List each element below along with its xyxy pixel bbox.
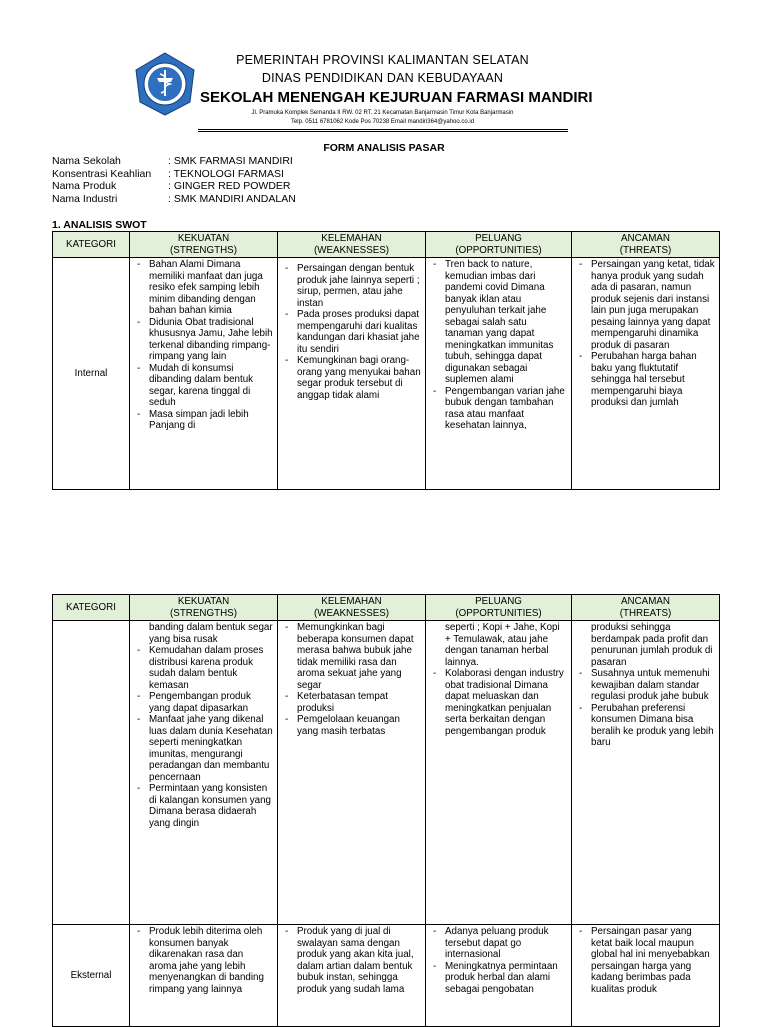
letterhead-department: DINAS PENDIDIKAN DAN KEBUDAYAAN — [261, 71, 504, 85]
list-item — [278, 926, 421, 995]
bullet-dash: - — [137, 691, 141, 702]
list-item-text: Keterbatasan tempat produksi — [297, 691, 388, 714]
list-item-text: Mudah di konsumsi dibanding dalam bentuk segar, karena tinggal di seduh — [149, 362, 254, 408]
list-item-text: Perubahan harga bahan baku yang fluktutatif sehingga hal tersebut mempengaruhi biaya produksi dan jumlah — [591, 351, 697, 408]
bullet-dash: - — [137, 783, 141, 794]
list-item-text: Permintaan yang konsisten di kalangan konsumen yang Dimana berasa didaerah yang dingin — [149, 783, 272, 829]
cell-strengths — [130, 258, 278, 490]
list-item — [426, 961, 567, 996]
swot-table-2 — [52, 594, 720, 1027]
list-item — [572, 703, 715, 749]
continued-text: produksi sehingga berdampak pada profit dan penurunan jumlah produk di pasaran — [591, 622, 713, 668]
list-item-text: Persaingan yang ketat, tidak hanya produk yang sudah ada di pasaran, namun produk sejenis dari instansi lain pun juga merupakan pesaing lainnya yang dapat mempengaruhi dinamika produk di pasaran — [591, 259, 715, 351]
bullet-dash: - — [137, 926, 141, 937]
list-item — [278, 355, 421, 401]
cell-threats — [572, 925, 720, 1027]
header-strengths: KEKUATAN (STRENGTHS) — [130, 595, 278, 621]
list-item-text: Pengembangan produk yang dapat dipasarkan — [149, 691, 251, 714]
list-item-text: Produk lebih diterima oleh konsumen banyak dikarenakan rasa dan aroma jahe yang lebih menyenangkan di banding rimpang yang lainnya — [149, 926, 264, 995]
bullet-dash: - — [285, 309, 289, 320]
bullet-list — [572, 259, 715, 409]
bullet-dash: - — [137, 259, 141, 270]
identity-value: : TEKNOLOGI FARMASI — [168, 167, 284, 180]
cell-threats — [572, 258, 720, 490]
bullet-dash: - — [433, 960, 437, 972]
swot-table-1 — [52, 231, 720, 490]
identity-label: Konsentrasi Keahlian — [52, 167, 152, 180]
identity-value: : GINGER RED POWDER — [168, 180, 291, 193]
category-eksternal: Eksternal — [53, 925, 130, 1027]
bullet-list — [426, 259, 567, 432]
list-item — [426, 259, 567, 386]
cell-opportunities — [426, 621, 572, 925]
list-item-text: Memungkinkan bagi beberapa konsumen dapat merasa bahwa bubuk jahe tidak memiliki rasa dan aroma sekuat jahe yang segar — [297, 622, 414, 691]
list-item-text: Didunia Obat tradisional khususnya Jamu, Jahe lebih terkenal dibanding rimpang-rimpang yang lain — [149, 316, 273, 362]
list-item — [130, 645, 273, 691]
identity-row — [52, 155, 296, 168]
list-item — [130, 926, 273, 995]
list-item-text: Persaingan dengan bentuk produk jahe lainnya seperti ; sirup, permen, atau jahe instan — [297, 263, 420, 309]
bullet-dash: - — [285, 926, 289, 937]
list-item-text: Kemudahan dalam proses distribusi karena produk sudah dalam bentuk kemasan — [149, 645, 264, 691]
header-threats: ANCAMAN (THREATS) — [572, 595, 720, 621]
list-item — [130, 363, 273, 409]
letterhead-contact: Telp. 0511 6781062 Kode Pos 70238 Email mandiri364@yahoo.co.id — [290, 119, 475, 125]
bullet-list — [278, 622, 421, 737]
list-item-text: Manfaat jahe yang dikenal luas dalam dunia Kesehatan seperti meningkatkan imunitas, mengurangi peradangan dan membantu pencernaan — [149, 714, 273, 783]
identity-row — [52, 168, 296, 181]
category-internal: Internal — [53, 258, 130, 490]
bullet-dash: - — [433, 668, 437, 679]
list-item — [572, 926, 715, 995]
bullet-dash: - — [579, 259, 583, 270]
bullet-dash: - — [285, 714, 289, 725]
list-item — [130, 714, 273, 783]
list-item-text: Tren back to nature, kemudian imbas dari pandemi covid Dimana banyak iklan atau penyuluhan terkait jahe sebagai salah satu tanaman yang dapat meningkatkan immunitas tubuh, sehingga dapat digunakan sebagai suplemen alami — [445, 259, 554, 385]
bullet-list — [130, 645, 273, 829]
identity-value: : SMK FARMASI MANDIRI — [168, 155, 293, 167]
identity-label: Nama Produk — [52, 180, 117, 193]
header-weaknesses: KELEMAHAN (WEAKNESSES) — [278, 232, 426, 258]
bullet-dash: - — [285, 691, 289, 702]
list-item — [278, 263, 421, 309]
list-item-text: Meningkatnya permintaan produk herbal dan alami sebagai pengobatan — [445, 960, 558, 995]
cell-strengths — [130, 621, 278, 925]
list-item-text: Masa simpan jadi lebih Panjang di — [149, 408, 249, 431]
list-item — [426, 668, 567, 737]
bullet-dash: - — [579, 926, 583, 937]
bullet-dash: - — [137, 714, 141, 725]
bullet-dash: - — [285, 263, 289, 274]
cell-opportunities — [426, 258, 572, 490]
list-item-text: Kemungkinan bagi orang-orang yang menyukai bahan segar produk tersebut di anggap tidak alami — [297, 355, 421, 401]
cell-weaknesses — [278, 258, 426, 490]
list-item — [278, 622, 421, 691]
list-item — [572, 668, 715, 703]
bullet-list — [572, 926, 715, 995]
header-weaknesses: KELEMAHAN (WEAKNESSES) — [278, 595, 426, 621]
list-item-text: Bahan Alami Dimana memiliki manfaat dan juga resiko efek samping lebih minim dibanding dengan bahan bahan kimia — [149, 259, 263, 316]
bullet-list — [278, 926, 421, 995]
letterhead-school-name: SEKOLAH MENENGAH KEJURUAN FARMASI MANDIRI — [200, 89, 593, 106]
bullet-list — [572, 668, 715, 749]
list-item — [130, 691, 273, 714]
bullet-dash: - — [433, 385, 437, 397]
category-internal-continued — [53, 621, 130, 925]
list-item-text: Pemgelolaan keuangan yang masih terbatas — [297, 714, 400, 737]
bullet-dash: - — [137, 362, 141, 374]
section-title: 1. ANALISIS SWOT — [52, 219, 147, 231]
list-item-text: Persaingan pasar yang ketat baik local maupun global hal ini menyebabkan persaingan harga yang kadang berimbas pada kualitas produk — [591, 926, 710, 995]
header-kategori: KATEGORI — [53, 232, 130, 258]
header-kategori: KATEGORI — [53, 595, 130, 621]
bullet-dash: - — [137, 316, 141, 328]
list-item — [130, 409, 273, 432]
header-threats: ANCAMAN (THREATS) — [572, 232, 720, 258]
school-logo-icon — [134, 52, 196, 116]
bullet-list — [278, 263, 421, 401]
letterhead-government: PEMERINTAH PROVINSI KALIMANTAN SELATAN — [236, 53, 529, 67]
identity-label: Nama Sekolah — [52, 155, 121, 167]
list-item — [130, 783, 273, 829]
list-item-text: Produk yang di jual di swalayan sama dengan produk yang akan kita jual, dalam artian dalam bentuk bubuk instan, sehingga produk yang sudah lama — [297, 926, 414, 995]
list-item — [278, 714, 421, 737]
cell-threats — [572, 621, 720, 925]
bullet-list — [426, 668, 567, 737]
identity-block — [52, 155, 296, 205]
header-strengths: KEKUATAN (STRENGTHS) — [130, 232, 278, 258]
bullet-dash: - — [579, 351, 583, 362]
letterhead-address: Jl. Pramuka Komplek Semanda II RW. 02 RT. 21 Kecamatan Banjarmasin Timur Kota Banjarmasin — [251, 110, 514, 116]
list-item — [572, 259, 715, 351]
list-item — [426, 926, 567, 961]
bullet-dash: - — [579, 702, 583, 714]
bullet-dash: - — [137, 408, 141, 420]
continued-text: banding dalam bentuk segar yang bisa rusak — [149, 622, 273, 645]
list-item-text: Adanya peluang produk tersebut dapat go internasional — [445, 926, 549, 960]
list-item-text: Pada proses produksi dapat mempengaruhi dari kualitas kandungan dari khasiat jahe itu sendiri — [297, 309, 420, 355]
continued-text: seperti ; Kopi + Jahe, Kopi + Temulawak, atau jahe dengan tanaman herbal lainnya. — [445, 622, 560, 668]
list-item-text: Pengembangan varian jahe bubuk dengan tambahan rasa atau manfaat kesehatan lainnya, — [445, 385, 565, 431]
cell-weaknesses — [278, 621, 426, 925]
list-item-text: Susahnya untuk memenuhi kewajiban dalam standar regulasi produk jahe bubuk — [591, 668, 710, 702]
identity-value: : SMK MANDIRI ANDALAN — [168, 192, 296, 205]
bullet-dash: - — [579, 668, 583, 679]
bullet-list — [130, 259, 273, 432]
cell-strengths — [130, 925, 278, 1027]
letterhead-divider — [198, 131, 568, 132]
list-item-text: Kolaborasi dengan industry obat tradisional Dimana dapat meluaskan dan meningkatkan penjualan serta berkaitan dengan pengembangan produk — [445, 668, 564, 737]
bullet-dash: - — [285, 622, 289, 633]
list-item — [130, 317, 273, 363]
bullet-list — [130, 926, 273, 995]
list-item — [426, 386, 567, 432]
identity-row — [52, 180, 296, 193]
bullet-dash: - — [433, 259, 437, 270]
bullet-dash: - — [433, 926, 437, 937]
header-opportunities: PELUANG (OPPORTUNITIES) — [426, 595, 572, 621]
cell-opportunities — [426, 925, 572, 1027]
form-title: FORM ANALISIS PASAR — [323, 142, 445, 154]
bullet-dash: - — [137, 645, 141, 656]
list-item — [572, 351, 715, 409]
identity-label: Nama Industri — [52, 192, 118, 205]
letterhead-divider — [198, 129, 568, 130]
identity-row — [52, 193, 296, 206]
header-opportunities: PELUANG (OPPORTUNITIES) — [426, 232, 572, 258]
bullet-dash: - — [285, 355, 289, 366]
cell-weaknesses — [278, 925, 426, 1027]
list-item — [278, 691, 421, 714]
list-item — [130, 259, 273, 317]
list-item — [278, 309, 421, 355]
bullet-list — [426, 926, 567, 995]
list-item-text: Perubahan preferensi konsumen Dimana bisa beralih ke produk yang lebih baru — [591, 702, 714, 748]
